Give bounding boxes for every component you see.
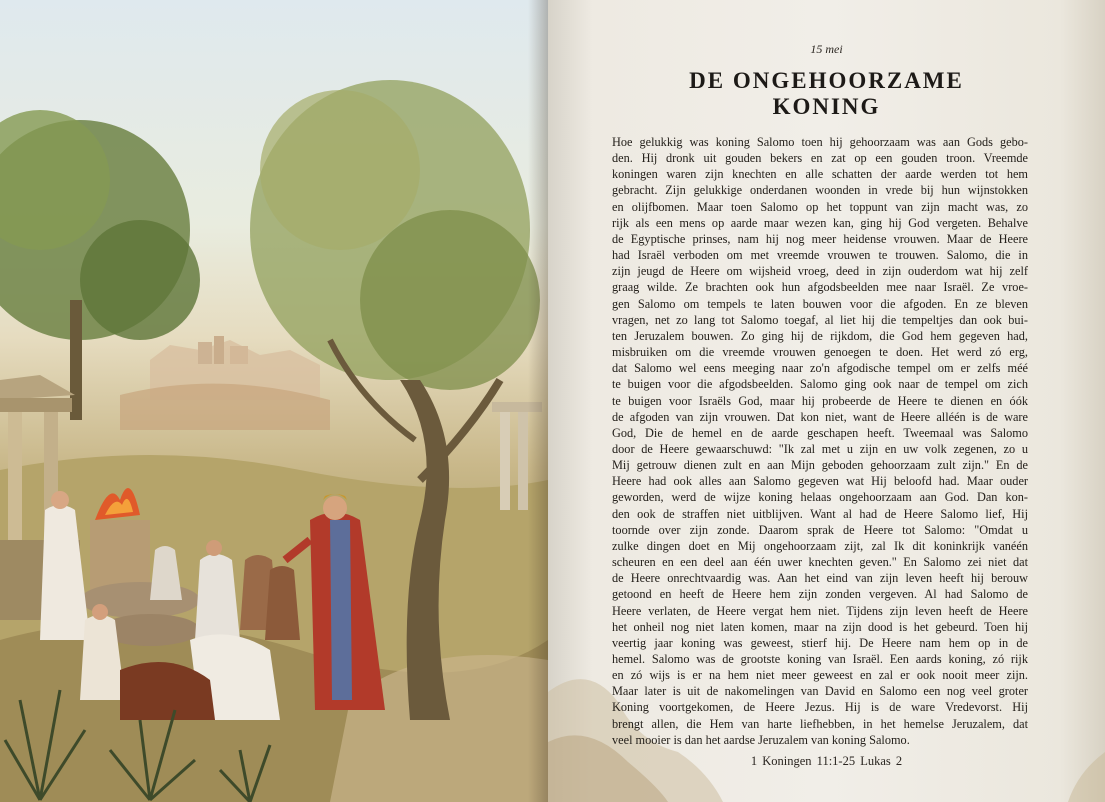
- text-line: Hoe gelukkig was koning Salomo toen hij gehoorzaam was aan Gods gebo-: [612, 135, 1028, 149]
- text-line: zulke dingen doet en Mij ongehoorzaam zijt, zal Ik dit koninkrijk vanéén: [612, 538, 1028, 553]
- text-line: getoond en heeft de Heere hem zijn zonden vergeven. Al had Salomo de: [612, 587, 1028, 602]
- text-line: het onheil nog niet laten komen, maar na zijn dood is het gebeurd. Toen hij: [612, 619, 1028, 634]
- text-line: Mij getrouw dienen zult en aan Mijn geboden gehoorzaam zult zijn." En de: [612, 458, 1028, 473]
- bible-reference: 1 Koningen 11:1-25 Lukas 2: [750, 754, 903, 768]
- text-line: misbruiken om die vreemde vrouwen genoegen te doen. Het werd zó erg,: [612, 345, 1028, 360]
- text-line: dat Salomo wel eens meeging naar zo'n afgodische tempel om er zelfs méé: [612, 361, 1028, 376]
- text-line: geworden, werd de wijze koning helaas ongehoorzaam aan God. Dan kon-: [612, 490, 1028, 505]
- text-line: te buigen voor die afgodsbeelden. Salomo ging ook naar de tempel om zich: [612, 377, 1028, 392]
- title-line: KONING: [772, 94, 881, 119]
- text-line: de Egyptische prinses, nam hij nog meer heidense vrouwen. Maar de Heere: [612, 231, 1028, 246]
- text-line: rijk als een mens op aarde maar wezen kan, ging hij God vergeten. Behalve: [612, 215, 1028, 230]
- text-line: graag wilde. Ze brachten ook hun afgodsbeelden mee naar Israël. Ze vroe-: [612, 280, 1028, 295]
- text-line: zijn jeugd de Heere om wijsheid vroeg, deed in zijn ouderdom wat hij zelf: [612, 264, 1028, 279]
- text-line: Heere had ook alles aan Salomo gegeven wat Hij beloofd had. Maar ouder: [612, 474, 1028, 489]
- text-line: en zó wijs is er na hem niet meer geweest en zal er ook nooit meer zijn.: [612, 668, 1028, 683]
- illustration-page: [0, 0, 548, 802]
- text-line: gebracht. Zijn gelukkige onderdanen woonden in vrede bij hun wijnstokken: [612, 183, 1028, 198]
- text-line: gen Salomo om tempels te laten bouwen voor die afgoden. En ze bleven: [612, 296, 1028, 311]
- text-line: de afgoden van zijn vrouwen. Dat kon niet, want de Heere alléén is de ware: [612, 409, 1028, 424]
- text-line: de Heere onrechtvaardig was. Aan het eind van zijn leven heeft hij berouw: [612, 571, 1028, 586]
- text-page: [548, 0, 1105, 802]
- text-line: God, Die de hemel en de aarde geschapen heeft. Tweemaal was Salomo: [612, 425, 1028, 440]
- text-line: veertig jaar koning was geweest, stierf hij. De Heere nam hem op in de: [612, 635, 1028, 650]
- text-line: te buigen voor Israëls God, maar hij probeerde de Heere te dienen en óók: [612, 393, 1028, 408]
- salomo-illustration: [0, 0, 548, 802]
- text-line: Koning voortgekomen, de Heere Jezus. Hij is de ware Vredevorst. Hij: [612, 700, 1028, 715]
- text-line: hemel. Salomo was de grootste koning van Israël. Een aards koning, zó rijk: [612, 652, 1028, 666]
- title-line: DE ONGEHOORZAME: [689, 68, 964, 93]
- text-line: en olijfbomen. Maar toen Salomo op het toppunt van zijn macht was, zo: [612, 199, 1028, 214]
- distant-city: [120, 336, 330, 430]
- story-text: [612, 134, 1028, 748]
- text-line: den ook de straffen niet uitblijven. Want al had de Heere Salomo lief, Hij: [612, 506, 1028, 521]
- text-line: koningen waren zijn knechten en alle schatten der aarde werden tot hem: [612, 167, 1028, 182]
- text-line: scheuren en een deel aan één uwer knechten geven." En Salomo zei niet dat: [612, 555, 1028, 570]
- text-line: door de Heere gewaarschuwd: "Ik zal met u zijn en uw volk zegenen, zo u: [612, 441, 1028, 456]
- text-line: veel mooier is dan het aardse Jeruzalem van koning Salomo.: [612, 732, 910, 747]
- page-title: [548, 68, 1105, 120]
- text-line: toornde over zijn zonde. Daarom sprak de Heere tot Salomo: "Omdat u: [612, 522, 1028, 537]
- text-line: vragen, net zo lang tot Salomo toegaf, al liet hij die tempeltjes dan ook bui-: [612, 312, 1028, 327]
- text-line: den. Hij dronk uit gouden bekers en zat op een gouden troon. Vreemde: [612, 151, 1028, 166]
- text-line: brengt allen, die Hem van harte liefhebben, in het hemelse Jeruzalem, dat: [612, 716, 1028, 731]
- text-line: Heere verlaten, de Heere vergat hem niet. Tijdens zijn leven heeft de Heere: [612, 603, 1028, 618]
- date-label: 15 mei: [810, 42, 843, 56]
- text-line: Maar later is uit de nakomelingen van David en Salomo een nog veel groter: [612, 684, 1028, 699]
- text-line: had Israël verboden om met vreemde vrouwen te trouwen. Salomo, die in: [612, 248, 1028, 263]
- text-line: ten Jeruzalem bouwen. Zo ging hij de rijkdom, die God hem gegeven had,: [612, 328, 1028, 343]
